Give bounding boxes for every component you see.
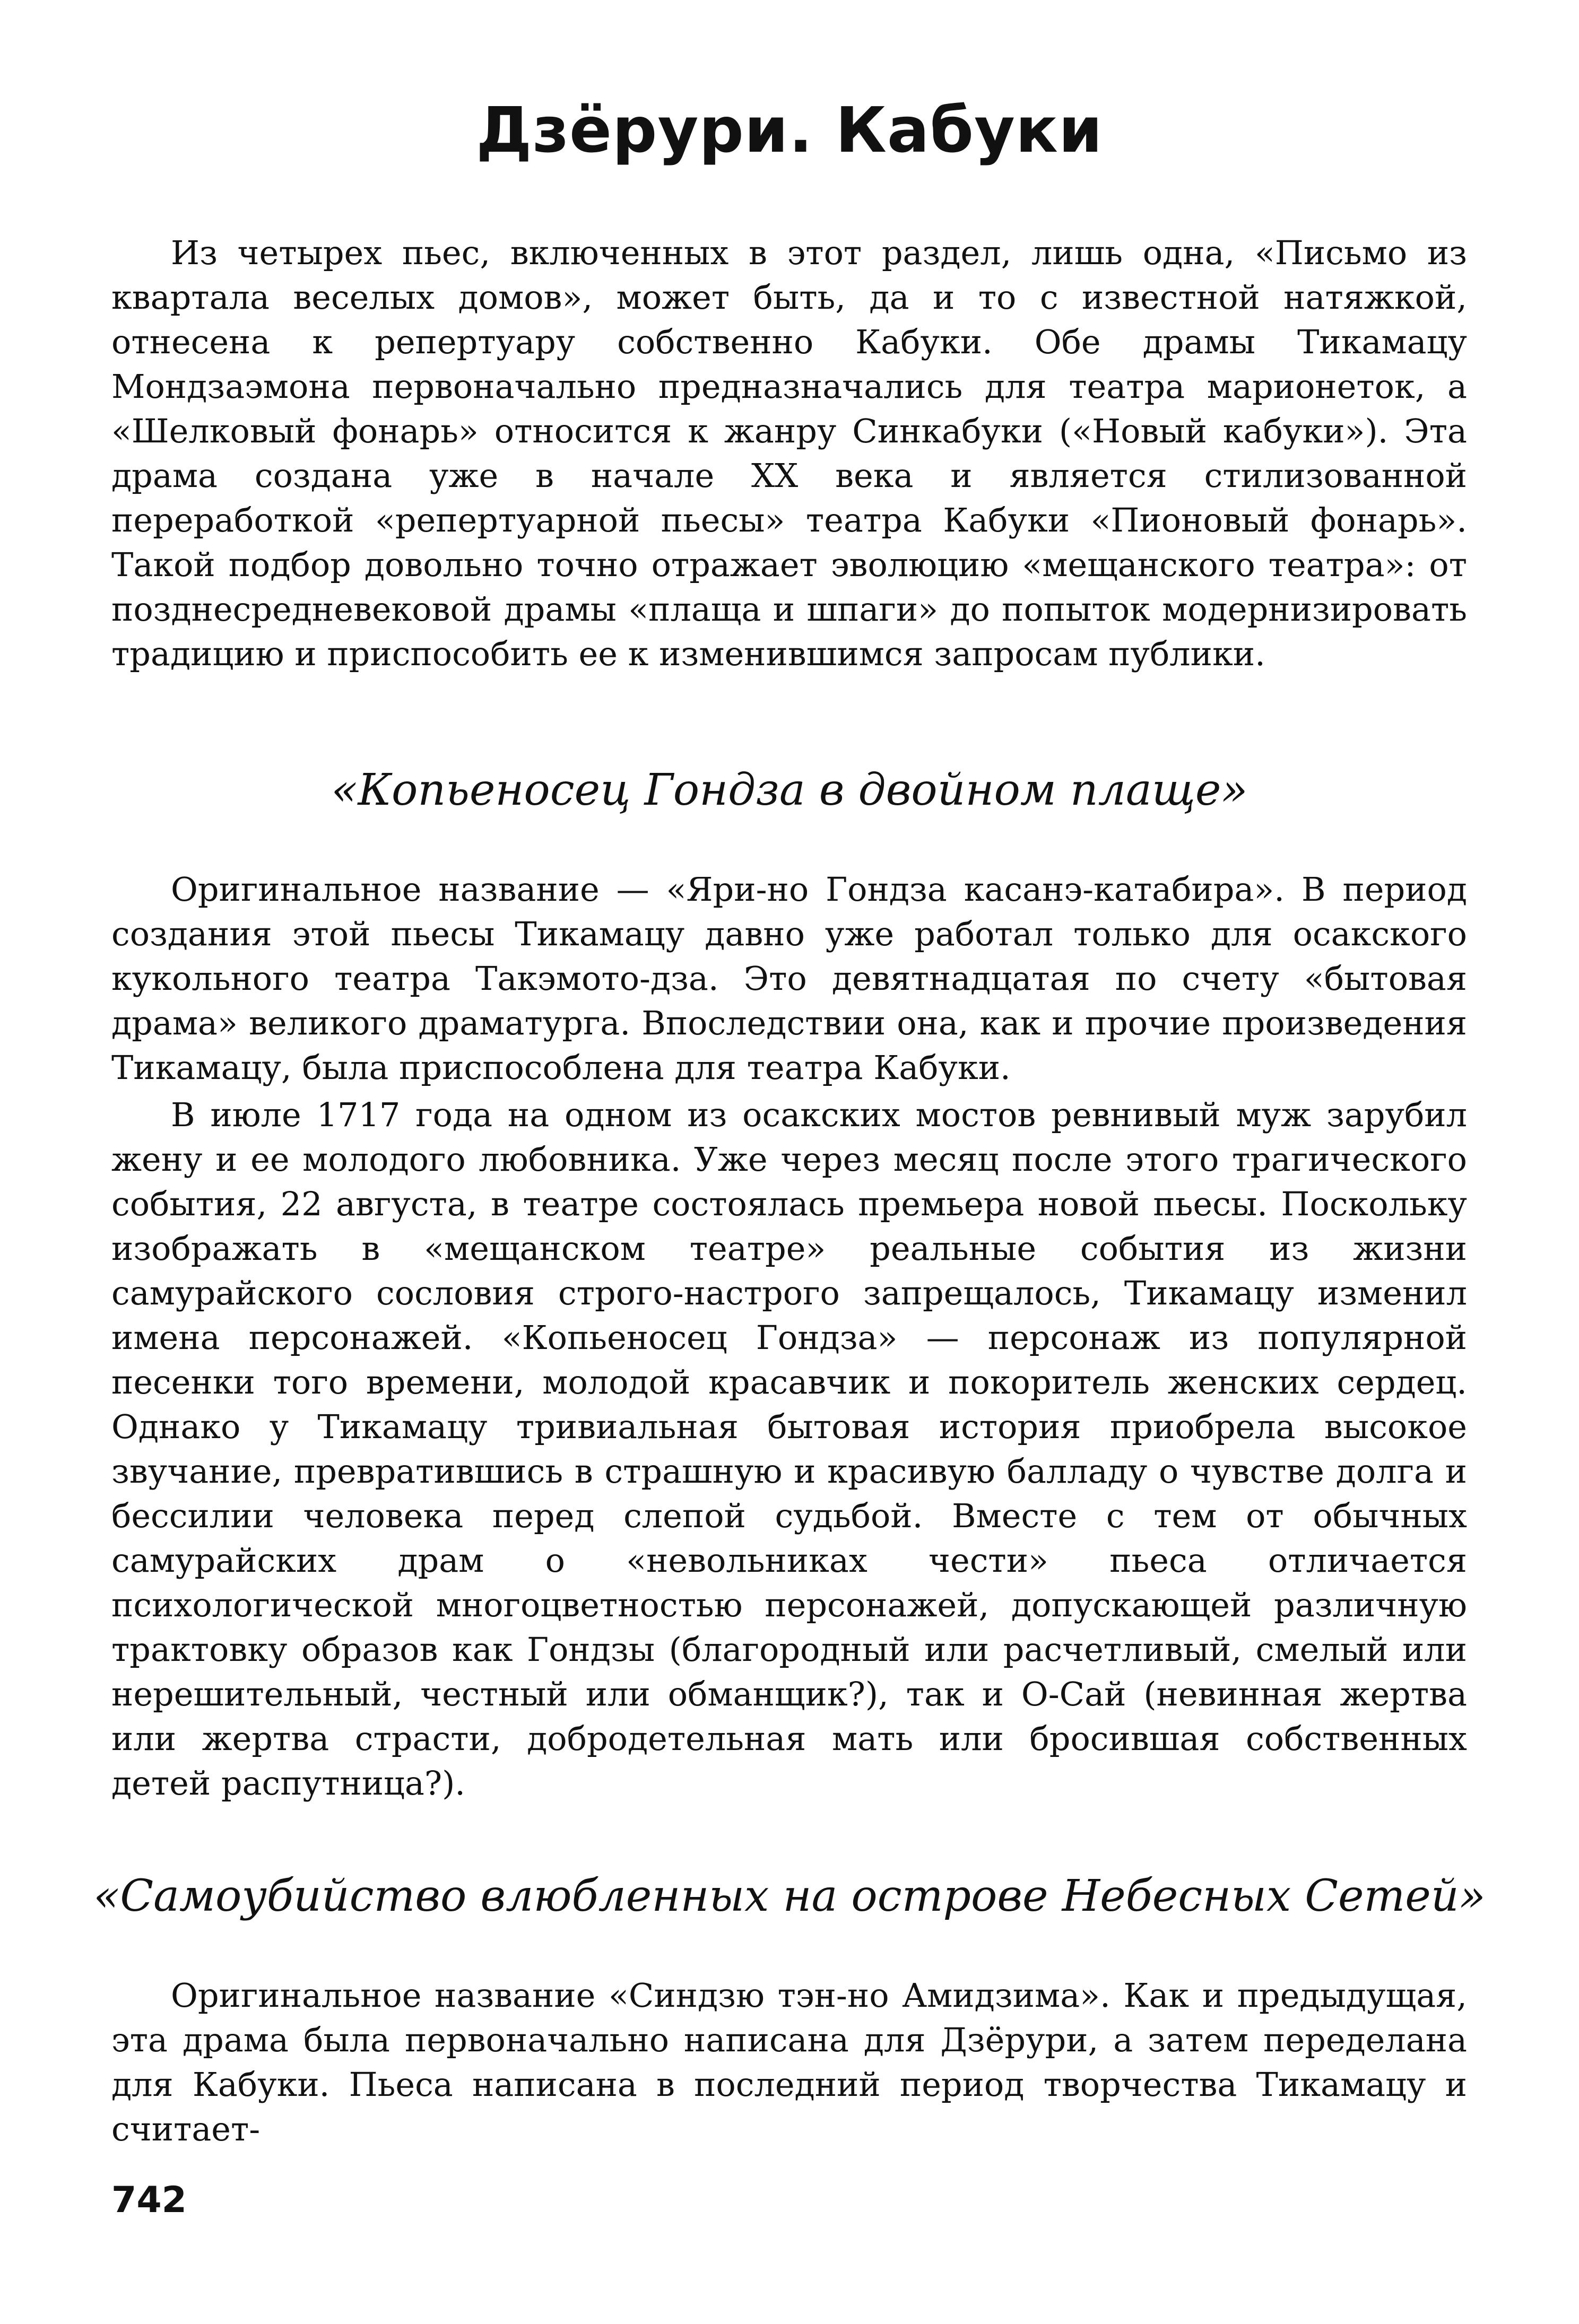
section-paragraph: Оригинальное название «Синдзю тэн-но Амидзима». Как и предыдущая, эта драма была первоначально написана для Дзёрури, а затем переделана для Кабуки. Пьеса написана в последний период творчества Тикамацу и считает- bbox=[111, 1976, 1467, 2148]
section-heading-amijima: «Самоубийство влюбленных на острове Небесных Сетей» bbox=[93, 1871, 1486, 1921]
intro-paragraph: Из четырех пьес, включенных в этот раздел, лишь одна, «Письмо из квартала веселых домов», может быть, да и то с известной натяжкой, отнесена к репертуару собственно Кабуки. Обе драмы Тикамацу Мондзаэмона первоначально предназначались для театра марионеток, а «Шелковый фонарь» относится к жанру Синкабуки («Новый кабуки»). Эта драма создана уже в начале XX века и является стилизованной переработкой «репертуарной пьесы» театра Кабуки «Пионовый фонарь». Такой подбор довольно точно отражает эволюцию «мещанского театра»: от позднесредневековой драмы «плаща и шпаги» до попыток модернизировать традицию и приспособить ее к изменившимся запросам публики. bbox=[111, 233, 1467, 673]
page-number: 742 bbox=[111, 2179, 187, 2221]
section-paragraph: Оригинальное название — «Яри-но Гондза касанэ-катабира». В период создания этой пьесы Тикамацу давно уже работал только для осакского кукольного театра Такэмото-дза. Это девятнадцатая по счету «бытовая драма» великого драматурга. Впоследствии она, как и прочие произведения Тикамацу, была приспособлена для театра Кабуки. bbox=[111, 870, 1467, 1087]
section-heading-gondza: «Копьеносец Гондза в двойном плаще» bbox=[331, 765, 1248, 815]
section-paragraph: В июле 1717 года на одном из осакских мостов ревнивый муж зарубил жену и ее молодого любовника. Уже через месяц после этого трагического события, 22 августа, в театре состоялась премьера новой пьесы. Поскольку изображать в «мещанском театре» реальные события из жизни самурайского сословия строго-настрого запрещалось, Тикамацу изменил имена персонажей. «Копьеносец Гондза» — персонаж из популярной песенки того времени, молодой красавчик и покоритель женских сердец. Однако у Тикамацу тривиальная бытовая история приобрела высокое звучание, превратившись в страшную и красивую балладу о чувстве долга и бессилии человека перед слепой судьбой. Вместе с тем от обычных самурайских драм о «невольниках чести» пьеса отличается психологической многоцветностью персонажей, допускающей различную трактовку образов как Гондзы (благородный или расчетливый, смелый или нерешительный, честный или обманщик?), так и О-Сай (невинная жертва или жертва страсти, добродетельная мать или бросившая собственных детей распутница?). bbox=[111, 1095, 1467, 1803]
page-title: Дзёрури. Кабуки bbox=[476, 93, 1103, 167]
